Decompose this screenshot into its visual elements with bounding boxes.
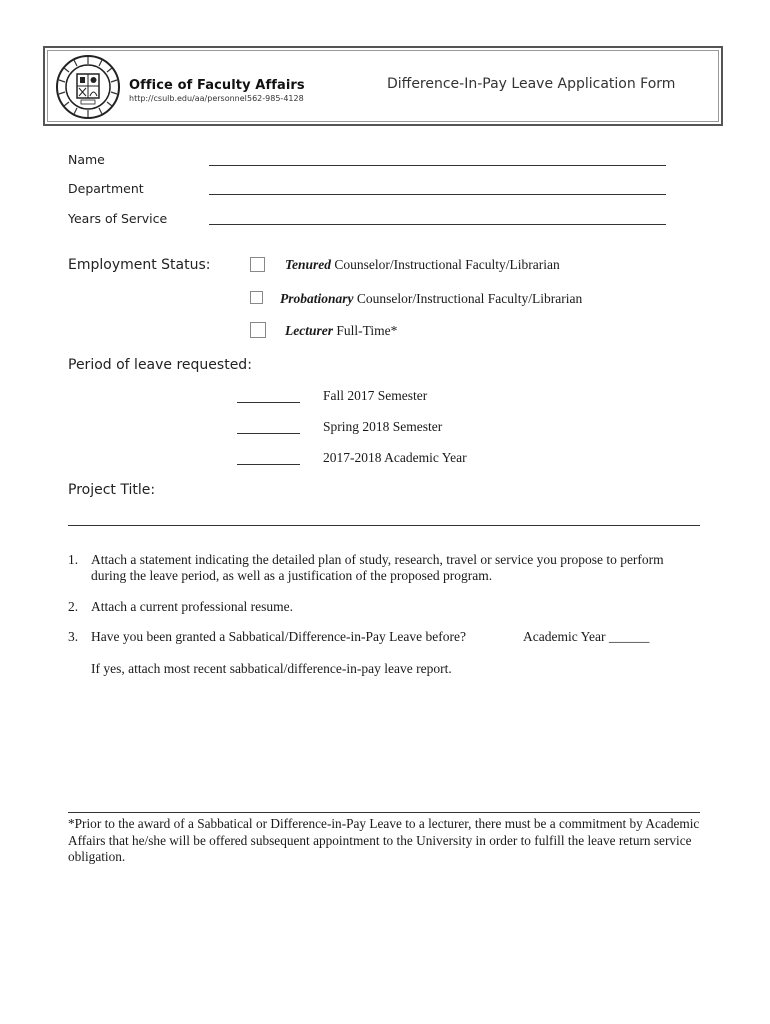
employment-status-label: Employment Status: (68, 257, 211, 273)
followup-text: If yes, attach most recent sabbatical/difference-in-pay leave report. (91, 661, 452, 676)
office-url[interactable]: http://csulb.edu/aa/personnel (129, 94, 247, 103)
years-of-service-label: Years of Service (68, 211, 168, 226)
years-of-service-field[interactable] (209, 224, 666, 225)
item-3-number: 3. (68, 629, 79, 644)
lecturer-bold: Lecturer (285, 323, 333, 338)
name-label: Name (68, 152, 105, 167)
tenured-bold: Tenured (285, 257, 332, 272)
project-title-field[interactable] (68, 525, 700, 526)
office-name: Office of Faculty Affairs (129, 78, 305, 93)
lecturer-checkbox[interactable] (250, 322, 266, 338)
probationary-checkbox[interactable] (250, 291, 263, 304)
lecturer-text: Full-Time* (333, 323, 398, 338)
university-seal-icon (55, 54, 121, 120)
item-2-text: Attach a current professional resume. (91, 599, 294, 614)
probationary-option (280, 291, 582, 307)
academic-year-field[interactable]: Academic Year ______ (523, 629, 650, 644)
item-3-text: Have you been granted a Sabbatical/Difference-in-Pay Leave before? (91, 629, 466, 644)
name-field[interactable] (209, 165, 666, 166)
tenured-checkbox[interactable] (250, 257, 265, 272)
probationary-bold: Probationary (280, 291, 354, 306)
academic-year-option: 2017-2018 Academic Year (323, 450, 467, 465)
department-label: Department (68, 181, 144, 196)
probationary-text: Counselor/Instructional Faculty/Librarian (353, 291, 583, 306)
project-title-label: Project Title: (68, 482, 156, 498)
office-phone: 562-985-4128 (247, 94, 304, 103)
tenured-option (285, 257, 560, 273)
lecturer-option (285, 323, 397, 339)
fall-option: Fall 2017 Semester (323, 388, 428, 403)
footnote-divider (68, 812, 700, 813)
fall-blank[interactable] (237, 402, 300, 403)
form-header (43, 46, 723, 126)
period-label: Period of leave requested: (68, 357, 252, 373)
tenured-text: Counselor/Instructional Faculty/Librarian (331, 257, 560, 272)
item-1-number: 1. (68, 552, 79, 567)
department-field[interactable] (209, 194, 666, 195)
footnote: *Prior to the award of a Sabbatical or Difference-in-Pay Leave to a lecturer, there must be a commitment by Academic Affairs that he/she will be offered subsequent appointment to the University in order to fulfill the leave return service obligation. (68, 816, 700, 864)
form-title: Difference-In-Pay Leave Application Form (387, 76, 676, 92)
spring-option: Spring 2018 Semester (323, 419, 443, 434)
spring-blank[interactable] (237, 433, 300, 434)
item-2-number: 2. (68, 599, 79, 614)
academic-year-blank[interactable] (237, 464, 300, 465)
item-1-text: Attach a statement indicating the detailed plan of study, research, travel or service you propose to perform during the leave period, as well as a justification of the proposed program. (91, 552, 664, 583)
